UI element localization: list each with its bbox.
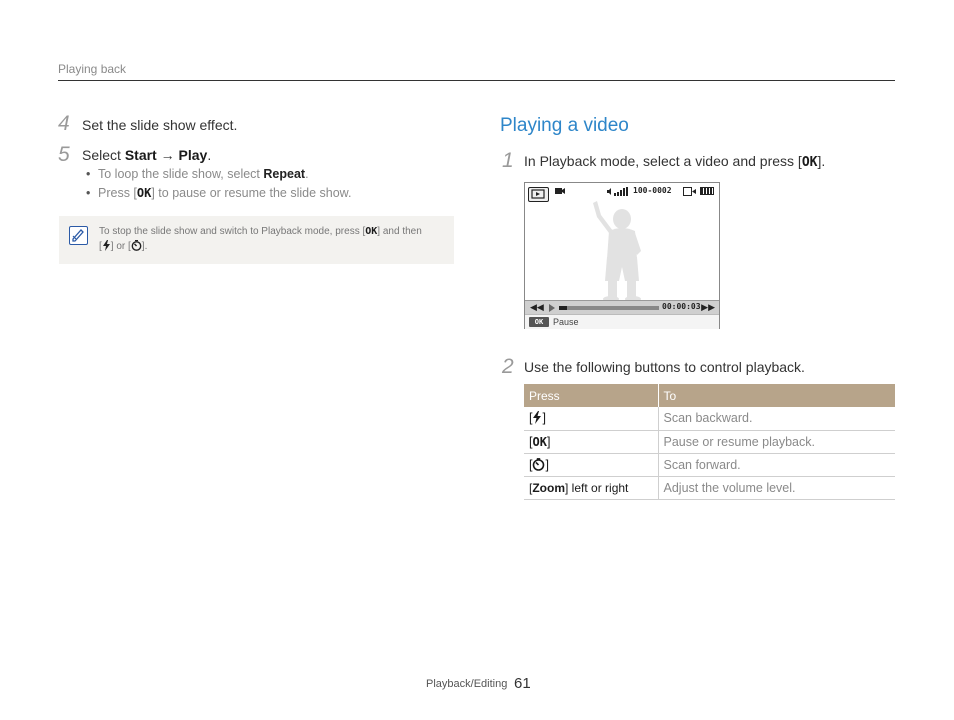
progress-bar [559,306,659,310]
press-cell [524,453,658,476]
flash-icon [532,411,542,424]
flash-icon [102,240,111,251]
table-header-press: Press [524,384,658,407]
fast-forward-icon: ▶▶ [701,302,715,312]
bracket-open: [ [529,480,533,495]
footer-section: Playback/Editing [426,678,508,690]
action-cell: Adjust the volume level. [658,476,895,499]
step-4-text: Set the slide show effect. [82,117,238,133]
section-title: Playing a video [500,115,629,136]
header-rule [58,80,895,81]
battery-icon [700,187,714,195]
press-cell [524,407,658,430]
bracket-open: [ [529,457,533,472]
video-file-icon [555,186,565,196]
running-header: Playing back [58,62,127,76]
bullet-dot: • [86,186,91,200]
note-line1-post: ] and then [377,226,422,237]
step-1-text [524,153,825,170]
video-resolution-icon [683,187,697,196]
bracket-close: ] [542,411,546,426]
table-row [524,407,895,430]
ok-key: OK [365,226,378,237]
bullet-loop-pre: To loop the slide show, select [98,167,264,181]
step-5-suffix: . [207,147,212,163]
progress-fill [559,306,567,310]
bracket-open: [ [529,434,533,449]
step-number-5: 5 [58,143,70,166]
bracket-close: ] [545,457,549,472]
bullet-pause-pre: Press [ [98,186,137,200]
camera-screen [524,182,720,329]
pause-hint-bar [525,314,719,329]
volume-icon [607,187,629,196]
playback-mode-icon [528,187,549,202]
note-line2-close: ]. [141,241,148,252]
ok-key: OK [532,434,547,449]
note-pencil-icon [69,226,88,245]
playback-control-bar [525,300,719,314]
ok-chip: OK [529,317,549,327]
table-row [524,430,895,453]
step-5-play: Play [178,147,208,163]
table-row [524,476,895,499]
file-number: 100-0002 [633,186,672,195]
bullet-pause-post: ] to pause or resume the slide show. [151,186,352,200]
bullet-dot: • [86,167,91,181]
timer-icon [131,240,142,251]
action-cell: Pause or resume playback. [658,430,895,453]
note-text [99,224,444,254]
timer-icon [532,458,545,471]
step-number-2: 2 [502,355,514,378]
bullet-pause [86,186,351,200]
playback-controls-table [524,384,895,500]
note-line2-open: [ [99,241,102,252]
table-header-to: To [658,384,895,407]
pause-label: Pause [553,317,579,327]
step-number-4: 4 [58,112,70,135]
note-box [59,216,454,264]
note-line1-pre: To stop the slide show and switch to Playback mode, press [ [99,226,366,237]
step-5-text [82,147,211,163]
bracket-close: ] left or right [565,480,629,495]
step-1-pre: In Playback mode, select a video and press [ [524,153,802,169]
step-1-post: ]. [817,153,826,169]
step-2-text: Use the following buttons to control playback. [524,359,805,375]
bracket-close: ] [546,434,551,449]
zoom-key: Zoom [532,480,566,495]
bullet-loop-post: . [305,167,309,181]
step-5-prefix: Select [82,147,125,163]
action-cell: Scan forward. [658,453,895,476]
bullet-loop-bold: Repeat [263,167,306,181]
table-row [524,453,895,476]
step-5-start: Start [124,147,157,163]
page-number: 61 [514,675,531,692]
bullet-loop [86,167,309,181]
step-number-1: 1 [502,149,514,172]
ok-key: OK [801,155,818,170]
step-5-arrow: → [156,147,179,163]
note-line2-mid: ] or [ [110,241,131,252]
press-cell [524,476,658,499]
play-icon [549,304,555,312]
rewind-icon: ◀◀ [530,302,544,312]
action-cell: Scan backward. [658,407,895,430]
table-header-row [524,384,895,407]
bracket-open: [ [529,411,533,426]
press-cell [524,430,658,453]
child-silhouette-image [587,197,657,303]
timecode: 00:00:03 [662,302,701,311]
ok-key: OK [136,186,152,200]
